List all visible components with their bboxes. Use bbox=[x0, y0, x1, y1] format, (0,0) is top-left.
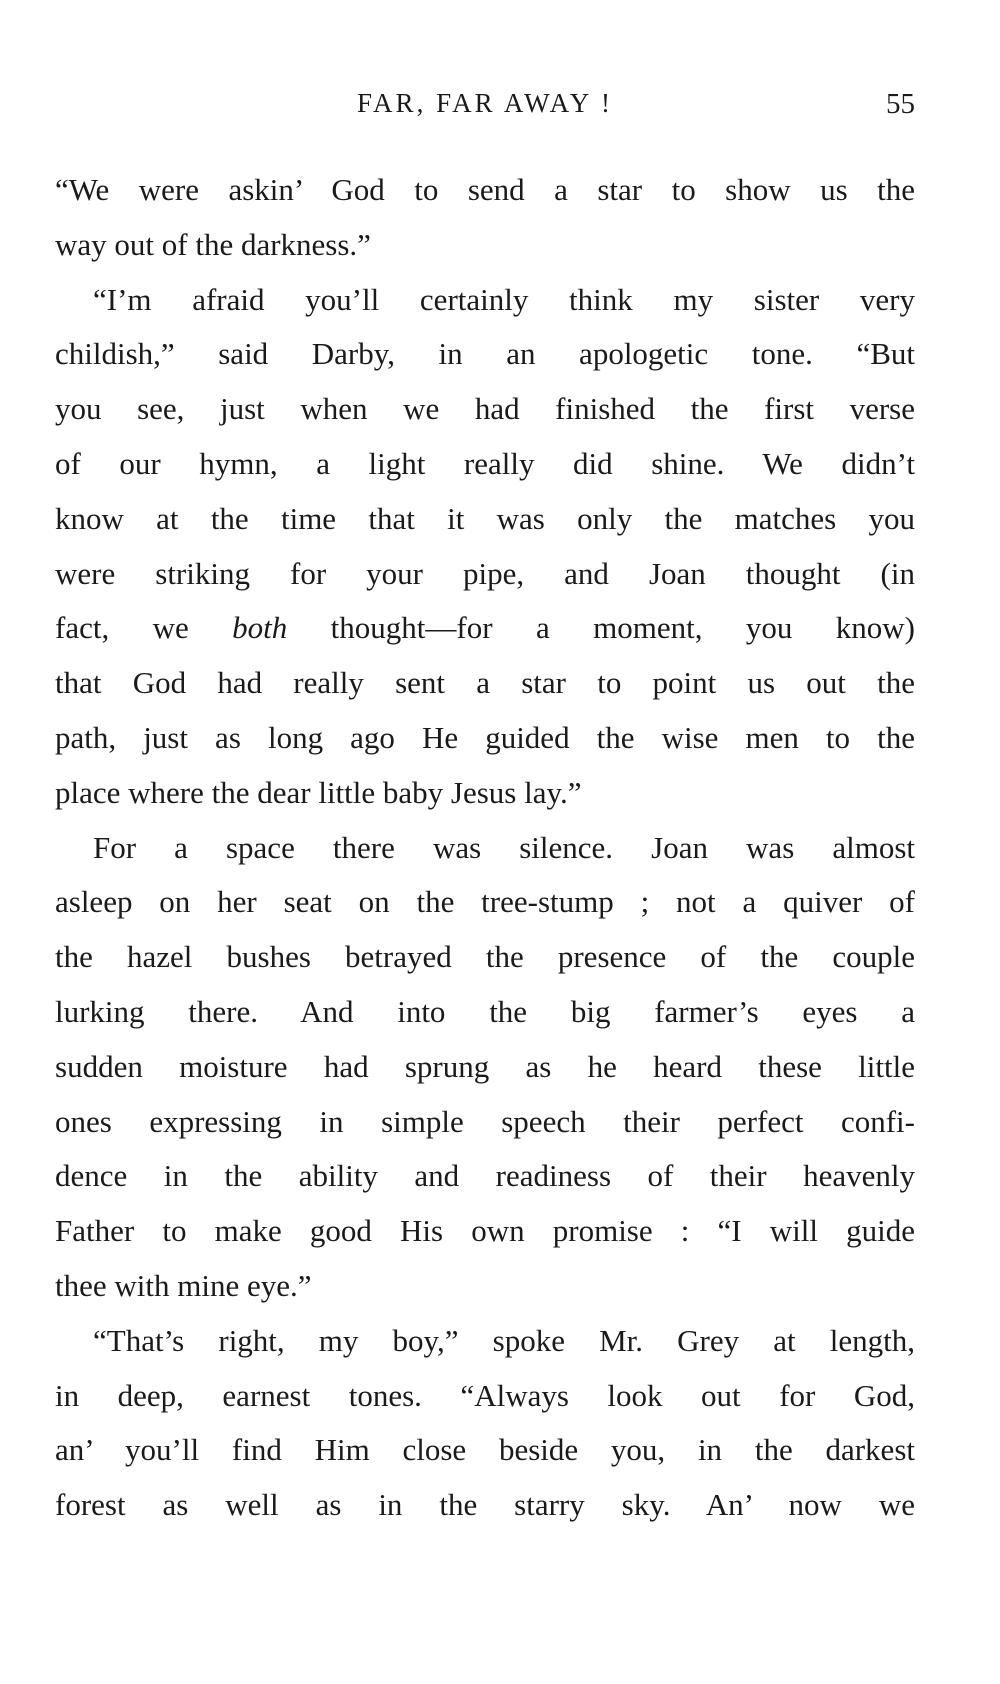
text-line: sudden moisture had sprung as he heard these little bbox=[55, 1048, 915, 1084]
emphasis-text: both bbox=[232, 610, 288, 646]
text-line: path, just as long ago He guided the wise men to the bbox=[55, 719, 915, 755]
text-segment: thought—for a moment, you know) bbox=[287, 610, 915, 646]
text-line: place where the dear little baby Jesus lay.” bbox=[55, 774, 582, 810]
text-line: dence in the ability and readiness of their heavenly bbox=[55, 1158, 915, 1194]
text-line: in deep, earnest tones. “Always look out for God, bbox=[55, 1377, 915, 1413]
text-line: an’ you’ll find Him close beside you, in the darkest bbox=[55, 1432, 915, 1468]
text-line: you see, just when we had finished the first verse bbox=[55, 391, 915, 427]
text-line: of our hymn, a light really did shine. We didn’t bbox=[55, 445, 915, 481]
text-line: Father to make good His own promise : “I will guide bbox=[55, 1213, 915, 1249]
text-line: “That’s right, my boy,” spoke Mr. Grey at length, bbox=[93, 1322, 915, 1358]
page-number: 55 bbox=[886, 88, 915, 120]
text-line: forest as well as in the starry sky. An’ now we bbox=[55, 1487, 915, 1523]
text-line: way out of the darkness.” bbox=[55, 226, 371, 262]
text-segment: fact, we bbox=[55, 610, 233, 646]
text-line: childish,” said Darby, in an apologetic tone. “But bbox=[55, 336, 915, 372]
text-line: lurking there. And into the big farmer’s eyes a bbox=[55, 993, 915, 1029]
running-head bbox=[55, 88, 915, 138]
text-line: “We were askin’ God to send a star to show us the bbox=[55, 172, 915, 207]
text-line bbox=[55, 601, 915, 656]
text-line: “I’m afraid you’ll certainly think my sister very bbox=[93, 281, 915, 317]
text-line: know at the time that it was only the matches you bbox=[55, 500, 915, 536]
text-line: were striking for your pipe, and Joan thought (in bbox=[55, 555, 915, 591]
text-line: For a space there was silence. Joan was almost bbox=[93, 829, 915, 865]
text-line: that God had really sent a star to point us out the bbox=[55, 665, 915, 701]
text-line: the hazel bushes betrayed the presence of the couple bbox=[55, 939, 915, 975]
text-line: thee with mine eye.” bbox=[55, 1267, 312, 1303]
body-text bbox=[55, 163, 915, 1533]
text-line: asleep on her seat on the tree-stump ; not a quiver of bbox=[55, 884, 915, 920]
running-title: FAR, FAR AWAY ! bbox=[357, 88, 613, 118]
text-line: ones expressing in simple speech their perfect confi- bbox=[55, 1103, 915, 1139]
